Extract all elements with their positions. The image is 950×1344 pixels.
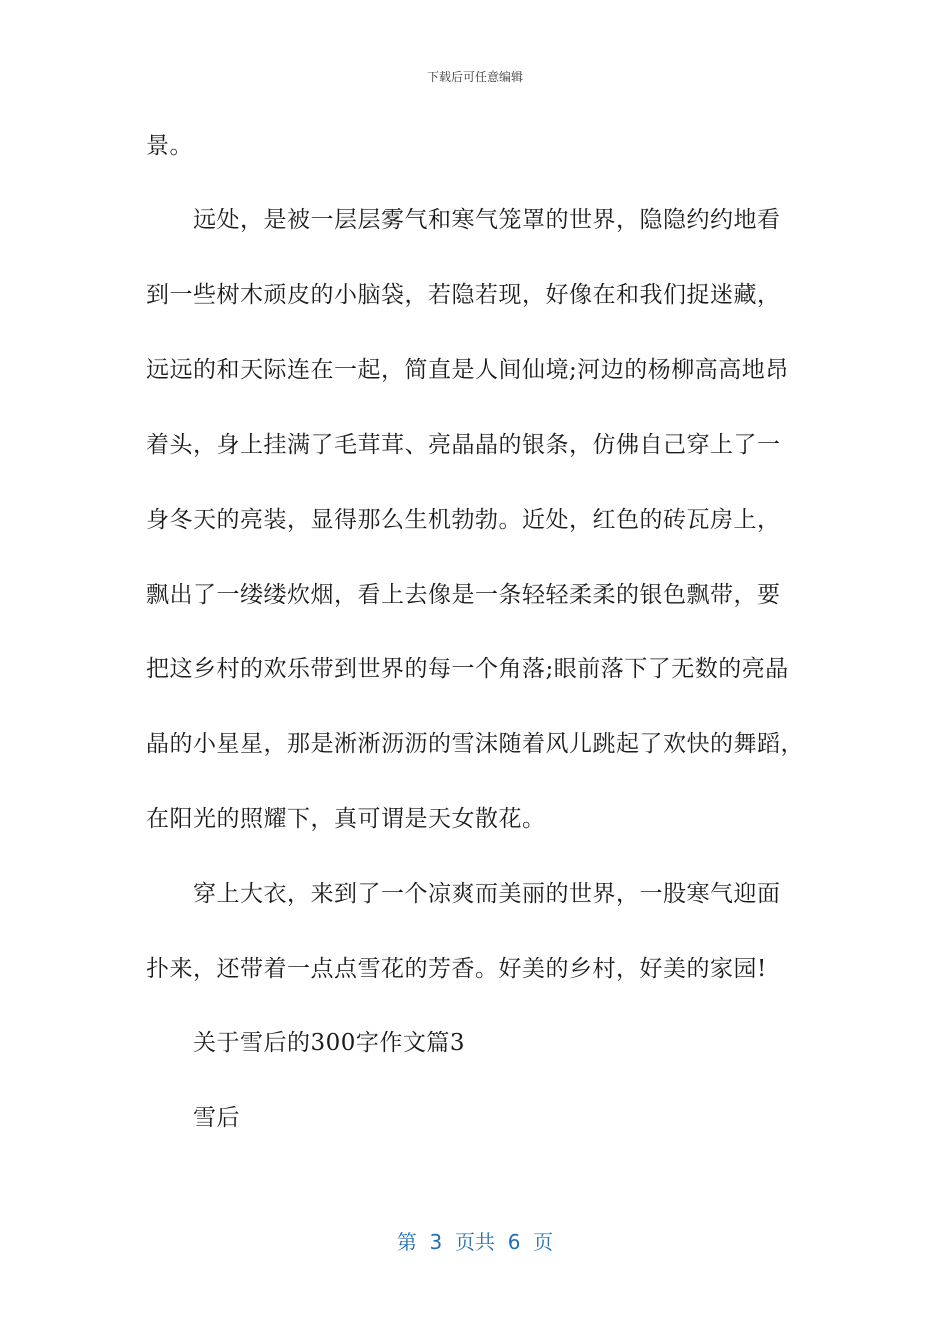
text-line: 把这乡村的欢乐带到世界的每一个角落;眼前落下了无数的亮晶 — [146, 656, 789, 682]
text-line: 远远的和天际连在一起，简直是人间仙境;河边的杨柳高高地昂 — [146, 357, 789, 383]
text-line: 扑来，还带着一点点雪花的芳香。好美的乡村，好美的家园! — [146, 956, 767, 982]
essay-title: 雪后 — [193, 1105, 240, 1131]
text-line: 在阳光的照耀下，真可谓是天女散花。 — [146, 806, 546, 832]
text-line: 身冬天的亮装，显得那么生机勃勃。近处，红色的砖瓦房上， — [146, 507, 781, 533]
text-line: 到一些树木顽皮的小脑袋，若隐若现，好像在和我们捉迷藏， — [146, 282, 781, 308]
page-header-note: 下载后可任意编辑 — [426, 70, 523, 84]
page-number-footer: 第 3 页共 6 页 — [396, 1230, 554, 1254]
text-line: 远处，是被一层层雾气和寒气笼罩的世界，隐隐约约地看 — [193, 207, 781, 233]
text-line: 晶的小星星，那是淅淅沥沥的雪沫随着风儿跳起了欢快的舞蹈， — [146, 731, 804, 757]
section-title: 关于雪后的300字作文篇3 — [193, 1030, 466, 1056]
text-line: 着头，身上挂满了毛茸茸、亮晶晶的银条，仿佛自己穿上了一 — [146, 432, 781, 458]
text-line: 飘出了一缕缕炊烟，看上去像是一条轻轻柔柔的银色飘带，要 — [146, 582, 781, 608]
text-line: 景。 — [146, 133, 193, 159]
text-line: 穿上大衣，来到了一个凉爽而美丽的世界，一股寒气迎面 — [193, 881, 781, 907]
